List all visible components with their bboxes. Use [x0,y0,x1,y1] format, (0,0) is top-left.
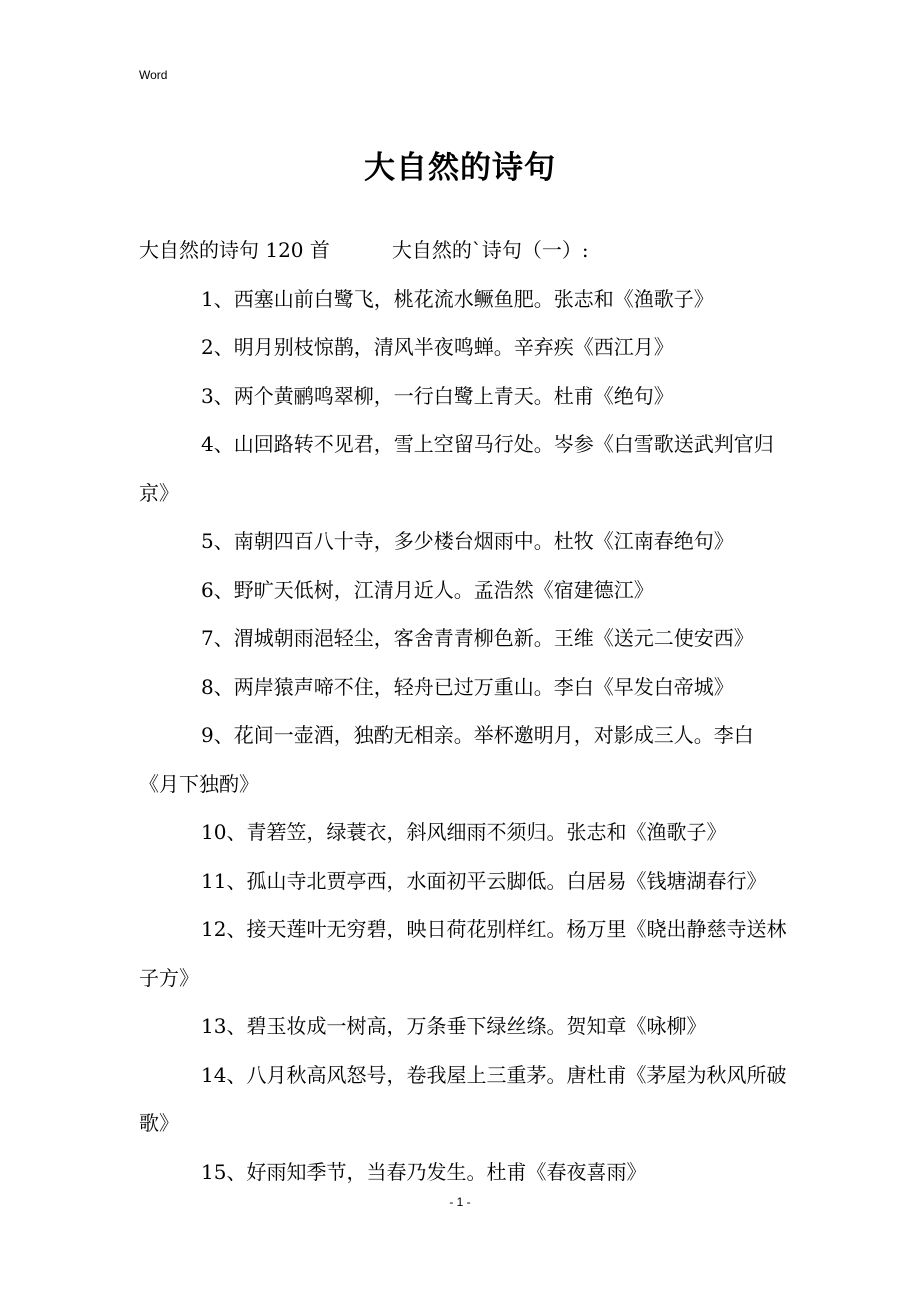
page-number: - 1 - [449,1195,471,1209]
poem-line: 6、野旷天低树，江清月近人。孟浩然《宿建德江》 [201,577,654,602]
poem-line: 3、两个黄鹂鸣翠柳，一行白鹭上青天。杜甫《绝句》 [201,383,674,408]
poem-line: 2、明月别枝惊鹊，清风半夜鸣蝉。辛弃疾《西江月》 [201,335,674,359]
intro-section-text: 大自然的`诗句（一）: [391,238,589,262]
poem-line: 9、花间一壶酒，独酌无相亲。举杯邀明月，对影成三人。李白《月下独酌》 [139,723,754,796]
poem-line: 12、接天莲叶无穷碧，映日荷花别样红。杨万里《晓出静慈寺送林子方》 [139,917,787,990]
document-title: 大自然的诗句 [364,150,556,186]
poem-line: 13、碧玉妆成一树高，万条垂下绿丝绦。贺知章《咏柳》 [201,1014,707,1038]
poem-line: 1、西塞山前白鹭飞，桃花流水鳜鱼肥。张志和《渔歌子》 [201,286,714,311]
poem-line: 11、孤山寺北贾亭西，水面初平云脚低。白居易《钱塘湖春行》 [201,868,767,893]
poem-line: 10、青箬笠，绿蓑衣，斜风细雨不须归。张志和《渔歌子》 [201,820,727,844]
document-body [139,226,789,1196]
poem-line: 5、南朝四百八十寺，多少楼台烟雨中。杜牧《江南春绝句》 [201,529,734,553]
poem-line: 14、八月秋高风怒号，卷我屋上三重茅。唐杜甫《茅屋为秋风所破歌》 [139,1062,787,1135]
intro-count-text: 大自然的诗句 120 首 [139,238,330,262]
intro-line [139,226,789,275]
poem-line: 8、两岸猿声啼不住，轻舟已过万重山。李白《早发白帝城》 [201,674,734,699]
poem-line: 4、山回路转不见君，雪上空留马行处。岑参《白雪歌送武判官归京》 [139,432,774,505]
poem-line: 7、渭城朝雨浥轻尘，客舍青青柳色新。王维《送元二使安西》 [201,626,754,650]
header-label: Word [139,68,168,82]
poem-line: 15、好雨知季节，当春乃发生。杜甫《春夜喜雨》 [201,1159,647,1184]
